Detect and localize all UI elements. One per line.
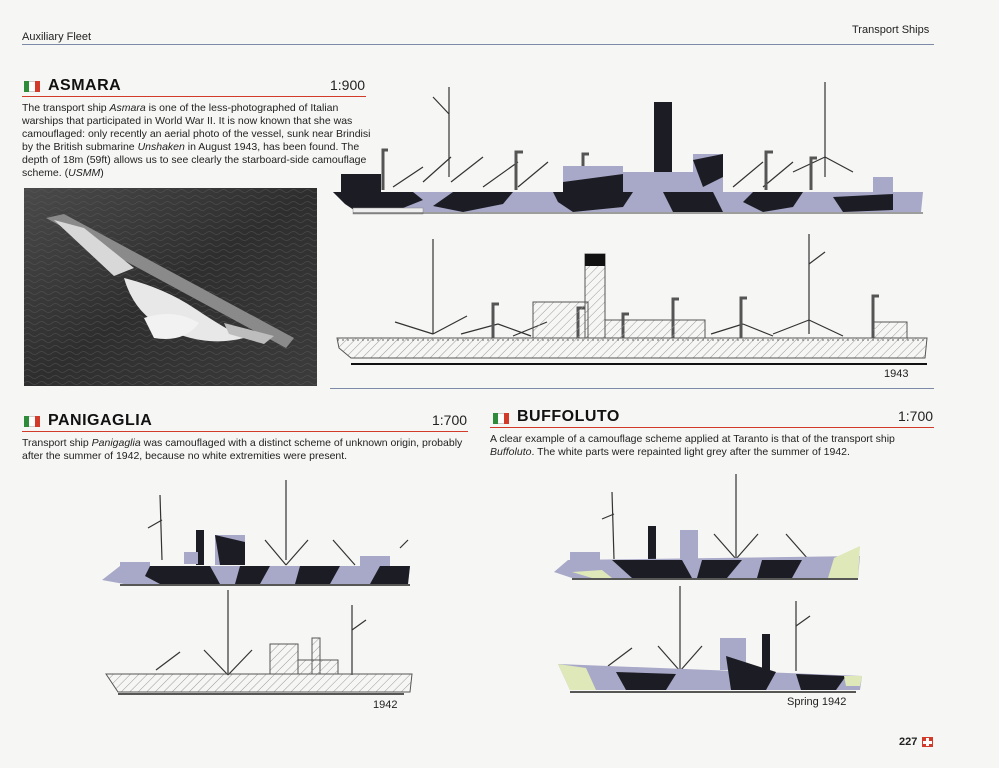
text-run: USMM xyxy=(68,167,101,179)
text-run: Buffoluto xyxy=(490,446,532,458)
buffoluto-title-rule xyxy=(490,427,934,428)
panigaglia-title-rule xyxy=(22,431,468,432)
text-run: in August 1943, has been found. The depth of 18m (59ft) allows us to see clearly the starboard-side camouflage scheme. ( xyxy=(22,141,367,179)
running-header-right: Transport Ships xyxy=(852,24,930,36)
buffoluto-title: BUFFOLUTO xyxy=(517,408,620,425)
header-rule xyxy=(22,44,934,45)
asmara-title: ASMARA xyxy=(48,77,122,94)
panigaglia-description xyxy=(22,437,470,463)
asmara-camouflage-profile xyxy=(333,82,927,218)
panigaglia-scale: 1:700 xyxy=(432,412,468,428)
buffoluto-year-label: Spring 1942 xyxy=(787,696,847,708)
cross-flag-icon xyxy=(922,737,933,747)
page-number: 227 xyxy=(899,736,918,748)
buffoluto-scale: 1:700 xyxy=(898,408,934,424)
panigaglia-camouflage-profile xyxy=(100,480,412,590)
asmara-scale: 1:900 xyxy=(330,77,366,93)
running-header-left: Auxiliary Fleet xyxy=(22,31,92,43)
text-run: Panigaglia xyxy=(91,437,141,449)
italian-flag-icon xyxy=(24,416,40,427)
text-run: Unshaken xyxy=(137,141,185,153)
text-run: A clear example of a camouflage scheme applied at Taranto is that of the transport ship xyxy=(490,433,895,445)
buffoluto-description xyxy=(490,433,936,459)
text-run: The transport ship xyxy=(22,102,110,114)
section-divider xyxy=(330,388,934,389)
panigaglia-year-label: 1942 xyxy=(373,699,398,711)
text-run: is one of the less-photographed of Italian warships that participated in World War II. It is now known that she was camouflaged: only recently an aerial photo of the vessel, sunk near Brindisi by the British submarine xyxy=(22,102,371,153)
italian-flag-icon xyxy=(24,81,40,92)
asmara-1943-profile xyxy=(333,234,931,368)
text-run: . The white parts were repainted light grey after the summer of 1942. xyxy=(531,446,850,458)
italian-flag-icon xyxy=(493,413,509,424)
asmara-title-rule xyxy=(22,96,366,97)
buffoluto-camouflage-profile xyxy=(552,474,864,584)
buffoluto-spring-1942-profile xyxy=(556,586,866,696)
text-run: Transport ship xyxy=(22,437,92,449)
text-run: was camouflaged with a distinct scheme of unknown origin, probably after the summer of 1942, because no white extremities were present. xyxy=(22,437,463,462)
panigaglia-title: PANIGAGLIA xyxy=(48,412,153,429)
text-run: Asmara xyxy=(109,102,146,114)
aerial-photo-wreck xyxy=(24,188,317,386)
panigaglia-1942-profile xyxy=(104,590,416,700)
asmara-description xyxy=(22,102,372,180)
asmara-year-label: 1943 xyxy=(884,368,909,380)
text-run: ) xyxy=(100,167,104,179)
